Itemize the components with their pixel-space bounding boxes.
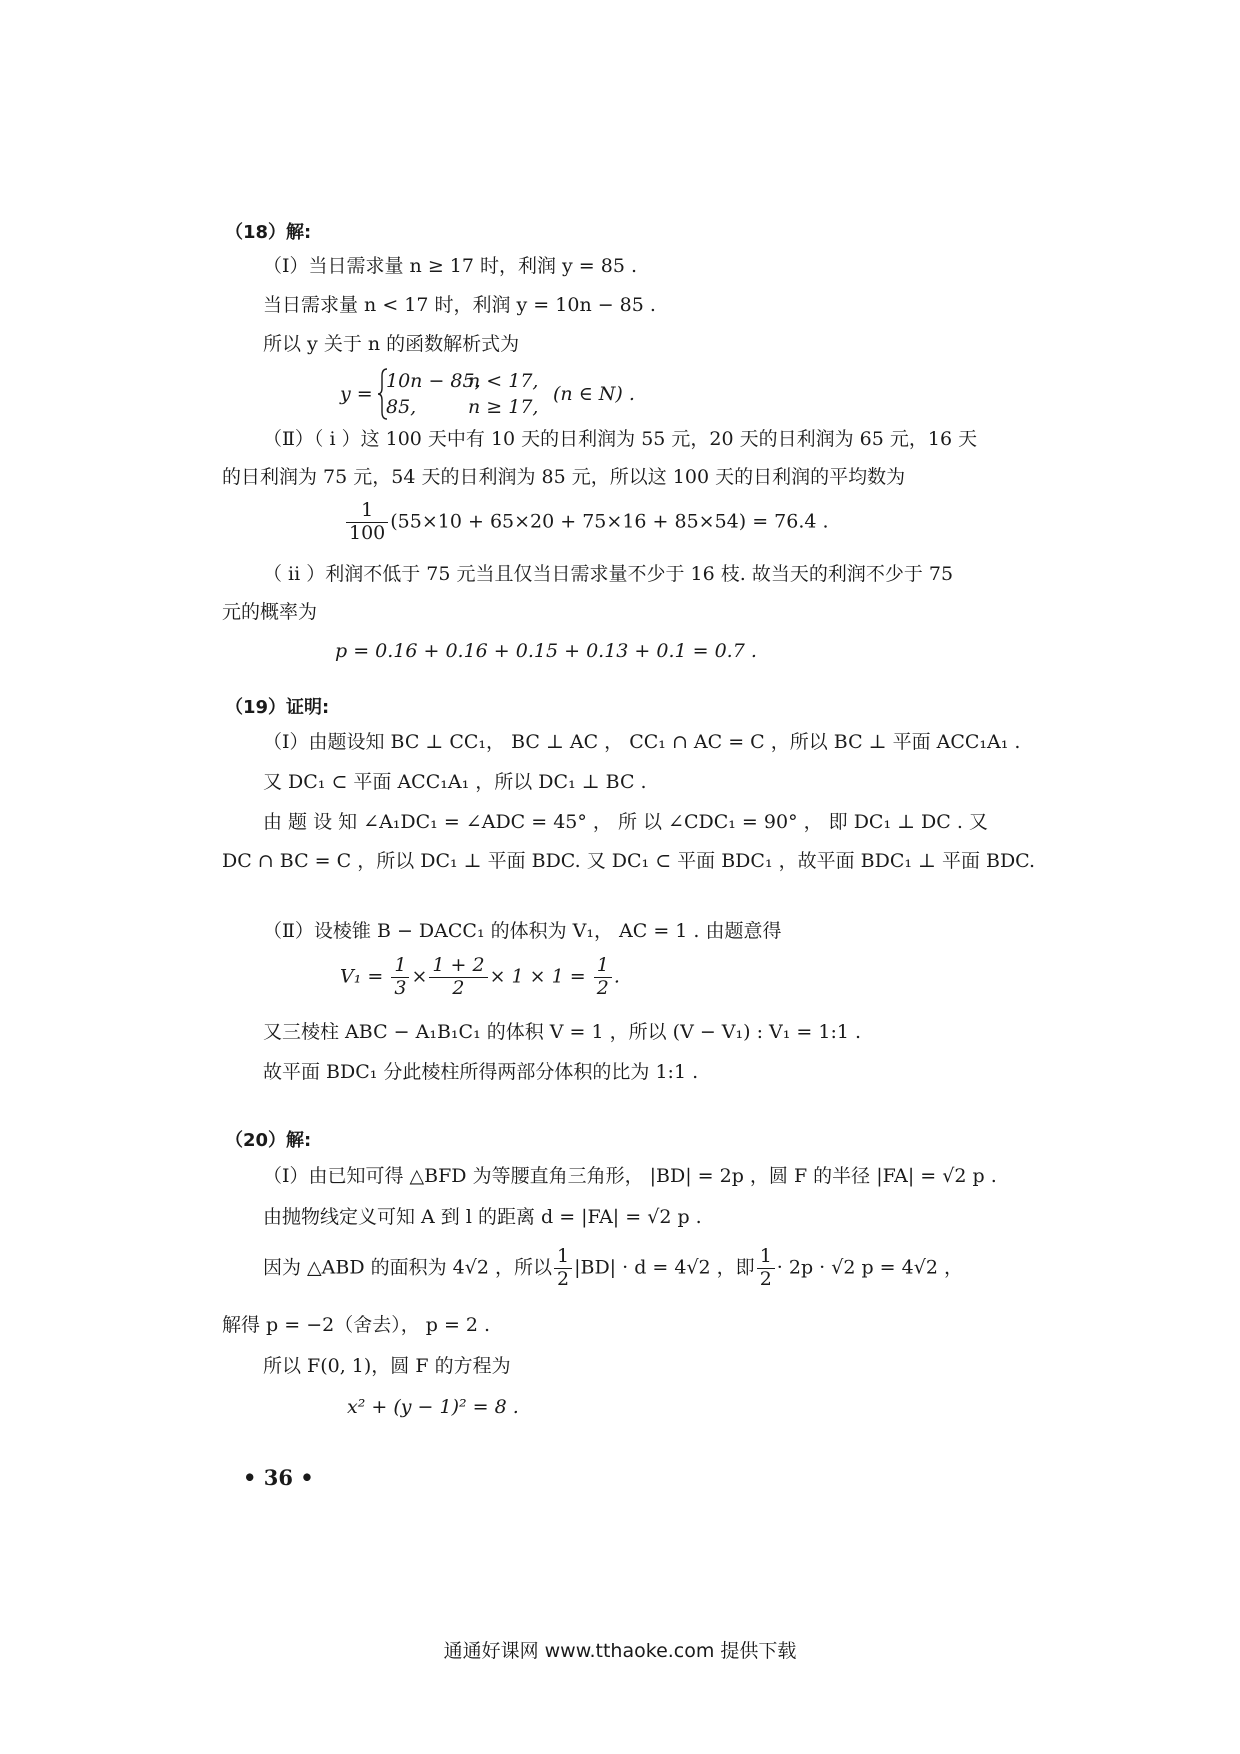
q20-line-1: （Ⅰ）由已知可得 △BFD 为等腰直角三角形， |BD| = 2p ，圆 F 的半径 |FA| = √2 p .: [263, 1165, 997, 1187]
q18-line-5: 的日利润为 75 元，54 天的日利润为 85 元，所以这 100 天的日利润的平均数为: [222, 466, 906, 488]
footer-text: 通通好课网 www.tthaoke.com 提供下载: [443, 1640, 797, 1662]
q20-heading: （20）解:: [225, 1130, 312, 1151]
q18-piecewise-lhs: y =: [340, 383, 373, 405]
page-number: • 36 •: [243, 1465, 314, 1490]
q18-mean-fraction: $\frac{1}{100}$: [346, 500, 388, 545]
q20-line-6: x² + (y − 1)² = 8 .: [347, 1396, 519, 1418]
q18-line-4: （Ⅱ）（ i ）这 100 天中有 10 天的日利润为 55 元，20 天的日利润为 65 元，16 天: [263, 428, 978, 450]
q19-line-7: 故平面 BDC₁ 分此棱柱所得两部分体积的比为 1:1 .: [263, 1061, 699, 1083]
q19-line-1: （Ⅰ）由题设知 BC ⊥ CC₁， BC ⊥ AC ， CC₁ ∩ AC = C ，所以 BC ⊥ 平面 ACC₁A₁ .: [263, 731, 1021, 753]
q20-line-5: 所以 F(0, 1)，圆 F 的方程为: [263, 1355, 511, 1377]
q18-line-8: p = 0.16 + 0.16 + 0.15 + 0.13 + 0.1 = 0.7 .: [335, 640, 757, 662]
q18-line-1: （Ⅰ）当日需求量 n ≥ 17 时，利润 y = 85 .: [263, 255, 638, 277]
q18-case-2: 85, n ≥ 17,: [386, 396, 539, 418]
q18-line-6: （ ii ）利润不低于 75 元当且仅当日需求量不少于 16 枝. 故当天的利润不少于 75: [263, 563, 954, 585]
q19-line-2: 又 DC₁ ⊂ 平面 ACC₁A₁ ，所以 DC₁ ⊥ BC .: [263, 771, 647, 793]
q19-heading: （19）证明:: [225, 697, 330, 718]
q18-line-7: 元的概率为: [222, 601, 318, 623]
q18-mean-equation: $\frac{1}{100}$ (55×10 + 65×20 + 75×16 + 85×54) = 76.4 .: [344, 500, 829, 545]
q18-piecewise-cases: [386, 370, 538, 422]
q18-line-3: 所以 y 关于 n 的函数解析式为: [263, 333, 520, 355]
q20-line-3: 因为 △ABD 的面积为 4√2 ，所以 $\frac{1}{2}$ |BD| · d = 4√2 ，即 $\frac{1}{2}$ · 2p · √2 p = 4√2 ，: [263, 1245, 963, 1290]
q19-fraction-2: $\frac{1 + 2}{2}$: [429, 955, 487, 1000]
q19-fraction-1: $\frac{1}{3}$: [391, 955, 409, 1000]
q19-line-4: DC ∩ BC = C ，所以 DC₁ ⊥ 平面 BDC. 又 DC₁ ⊂ 平面 BDC₁ ，故平面 BDC₁ ⊥ 平面 BDC.: [222, 850, 1036, 872]
q19-line-6: 又三棱柱 ABC − A₁B₁C₁ 的体积 V = 1 ，所以 (V − V₁) : V₁ = 1:1 .: [263, 1021, 862, 1043]
q20-fraction-2: $\frac{1}{2}$: [757, 1246, 775, 1291]
q19-line-5: （Ⅱ）设棱锥 B − DACC₁ 的体积为 V₁， AC = 1 . 由题意得: [263, 920, 782, 942]
q19-line-3: 由 题 设 知 ∠A₁DC₁ = ∠ADC = 45° ， 所 以 ∠CDC₁ = 90° ， 即 DC₁ ⊥ DC . 又: [263, 811, 988, 833]
q18-case-1: 10n − 85,n < 17,: [386, 370, 539, 392]
q18-piecewise-domain: (n ∈ N) .: [553, 383, 635, 405]
q20-line-4: 解得 p = −2（舍去）， p = 2 .: [222, 1314, 491, 1336]
q19-volume-equation: V₁ = $\frac{1}{3}$ × $\frac{1 + 2}{2}$ × 1 × 1 = $\frac{1}{2}$ .: [340, 954, 620, 999]
q20-line-2: 由抛物线定义可知 A 到 l 的距离 d = |FA| = √2 p .: [263, 1206, 702, 1228]
q19-fraction-3: $\frac{1}{2}$: [594, 955, 612, 1000]
q18-line-2: 当日需求量 n < 17 时，利润 y = 10n − 85 .: [263, 294, 656, 316]
q18-heading: （18）解:: [225, 222, 312, 243]
q20-fraction-1: $\frac{1}{2}$: [554, 1246, 572, 1291]
